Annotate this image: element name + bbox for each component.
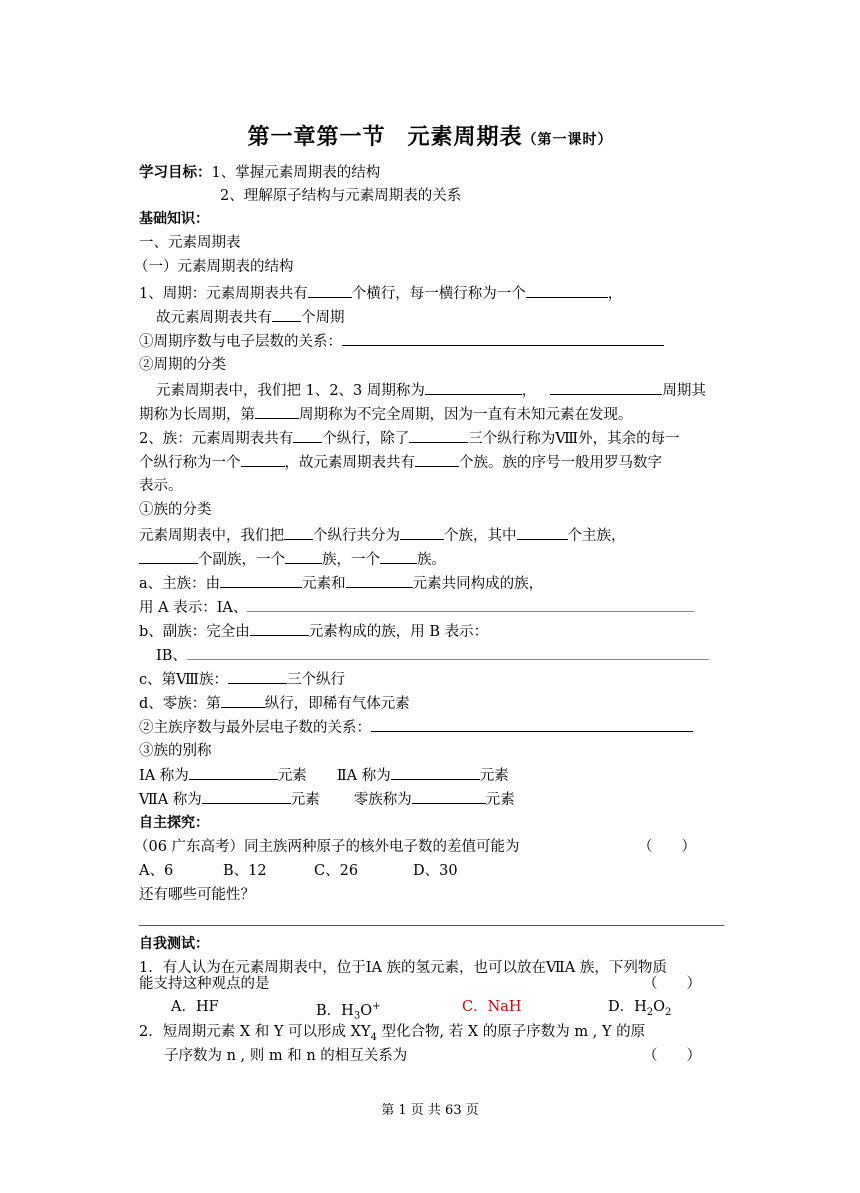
- option-d[interactable]: D、30: [413, 863, 458, 879]
- explore-heading: 自主探究：: [139, 815, 209, 831]
- option-c[interactable]: C、26: [314, 863, 359, 879]
- blank[interactable]: [285, 549, 322, 564]
- answer-bracket[interactable]: （ ）: [643, 976, 701, 992]
- title-chapter: 第一章第一节: [247, 125, 386, 150]
- q2-line-1: 2．短周期元素 X 和 Y 可以形成 $XY_4$ 型化合物, 若 X 的原子序数为 m , Y 的原: [139, 1024, 646, 1043]
- main-group-line-1: a、主族：由 元素和 元素共同构成的族，: [139, 573, 724, 594]
- group-alias-heading: ③族的别称: [139, 743, 212, 759]
- option-b[interactable]: B．$H_3O^+$: [316, 1001, 381, 1022]
- sub-group-line-2: ⅠB、: [156, 645, 741, 666]
- zero-group-line: d、零族：第 纵行，即稀有气体元素: [139, 693, 724, 714]
- blank[interactable]: [409, 428, 468, 443]
- blank[interactable]: [346, 573, 413, 588]
- q2-line-2: 子序数为 n , 则 m 和 n 的相互关系为 （ ）: [164, 1048, 701, 1064]
- basic-knowledge-heading: 基础知识：: [139, 211, 209, 227]
- blank[interactable]: [202, 789, 291, 804]
- explore-more: 还有哪些可能性？: [139, 887, 255, 903]
- blank[interactable]: [220, 573, 302, 588]
- option-a[interactable]: A．HF: [171, 999, 219, 1015]
- blank[interactable]: [380, 549, 417, 564]
- sub-group-line-1: b、副族：完全由 元素构成的族，用 B 表示：: [139, 621, 724, 642]
- explore-question: （06 广东高考）同主族两种原子的核外电子数的差值可能为 （ ）: [134, 839, 696, 855]
- subsection-heading: （一）元素周期表的结构: [134, 259, 294, 275]
- group-line-4: 元素周期表中，我们把 个纵行共分为 个族，其中 个主族，: [139, 525, 724, 546]
- option-b[interactable]: B、12: [223, 863, 267, 879]
- blank[interactable]: [526, 283, 608, 298]
- blank[interactable]: [517, 525, 568, 540]
- group-line-2: 个纵行称为一个 ，故元素周期表共有 个族。族的序号一般用罗马数字: [139, 452, 724, 473]
- blank[interactable]: [400, 525, 444, 540]
- group-line-5: 个副族，一个 族，一个 族。: [139, 549, 724, 570]
- answer-line[interactable]: [139, 925, 724, 926]
- self-test-heading: 自我测试：: [139, 936, 209, 952]
- title-lesson: （第一课时）: [522, 132, 613, 148]
- section-heading: 一、元素周期表: [139, 235, 241, 251]
- blank[interactable]: [247, 597, 694, 612]
- blank[interactable]: [255, 404, 299, 419]
- blank[interactable]: [412, 789, 486, 804]
- answer-bracket[interactable]: （ ）: [643, 1048, 701, 1064]
- main-group-relation: ②主族序数与最外层电子数的关系：: [139, 717, 724, 738]
- blank[interactable]: [550, 380, 662, 395]
- blank[interactable]: [342, 331, 664, 346]
- option-c-highlighted[interactable]: C．NaH: [462, 999, 522, 1015]
- blank[interactable]: [425, 380, 522, 395]
- period-classification: ②周期的分类: [139, 357, 226, 373]
- title-topic: 元素周期表: [407, 125, 523, 150]
- option-a[interactable]: A、6: [139, 863, 174, 879]
- period-line-1: 1、周期：元素周期表共有 个横行，每一横行称为一个 ，: [139, 283, 724, 304]
- group-viii-line: c、第Ⅷ族： 三个纵行: [139, 669, 724, 690]
- blank[interactable]: [250, 621, 309, 636]
- objectives-line-2: 2、理解原子结构与元素周期表的关系: [220, 188, 462, 204]
- blank[interactable]: [284, 525, 313, 540]
- page-footer: 第 1 页 共 63 页: [381, 1103, 479, 1118]
- blank[interactable]: [241, 452, 285, 467]
- blank[interactable]: [415, 452, 459, 467]
- group-classification: ①族的分类: [139, 502, 212, 518]
- group-line-1: 2、族：元素周期表共有 个纵行，除了 三个纵行称为Ⅷ外，其余的每一: [139, 428, 724, 449]
- page-title: [0, 120, 860, 151]
- blank[interactable]: [228, 669, 287, 684]
- period-line-4: 期称为长周期，第 周期称为不完全周期，因为一直有未知元素在发现。: [139, 404, 724, 425]
- main-group-line-2: 用 A 表示：ⅠA、: [139, 597, 724, 618]
- blank[interactable]: [308, 283, 352, 298]
- alias-line-1: ⅠA 称为 元素 ⅡA 称为 元素: [139, 765, 724, 786]
- alias-line-2: ⅦA 称为 元素 零族称为 元素: [139, 789, 724, 810]
- blank[interactable]: [371, 717, 693, 732]
- blank[interactable]: [391, 765, 480, 780]
- blank[interactable]: [272, 307, 301, 322]
- period-line-2: 故元素周期表共有 个周期: [156, 307, 741, 328]
- group-line-3: 表示。: [139, 478, 183, 494]
- answer-bracket[interactable]: （ ）: [638, 839, 696, 855]
- blank[interactable]: [189, 765, 278, 780]
- blank[interactable]: [139, 549, 198, 564]
- period-line-3: 元素周期表中，我们把 1、2、3 周期称为 ， 周期其: [156, 380, 741, 401]
- blank[interactable]: [187, 645, 709, 660]
- option-d[interactable]: D．$H_2O_2$: [608, 999, 672, 1018]
- q1-line-2: 能支持这种观点的是 （ ）: [139, 976, 701, 992]
- q1-line-1: 1．有人认为在元素周期表中，位于ⅠA 族的氢元素，也可以放在ⅦA 族，下列物质: [139, 960, 667, 976]
- blank[interactable]: [221, 693, 265, 708]
- period-relation: ①周期序数与电子层数的关系：: [139, 331, 724, 352]
- objectives-line-1: 学习目标：1、掌握元素周期表的结构: [139, 165, 381, 181]
- blank[interactable]: [293, 428, 322, 443]
